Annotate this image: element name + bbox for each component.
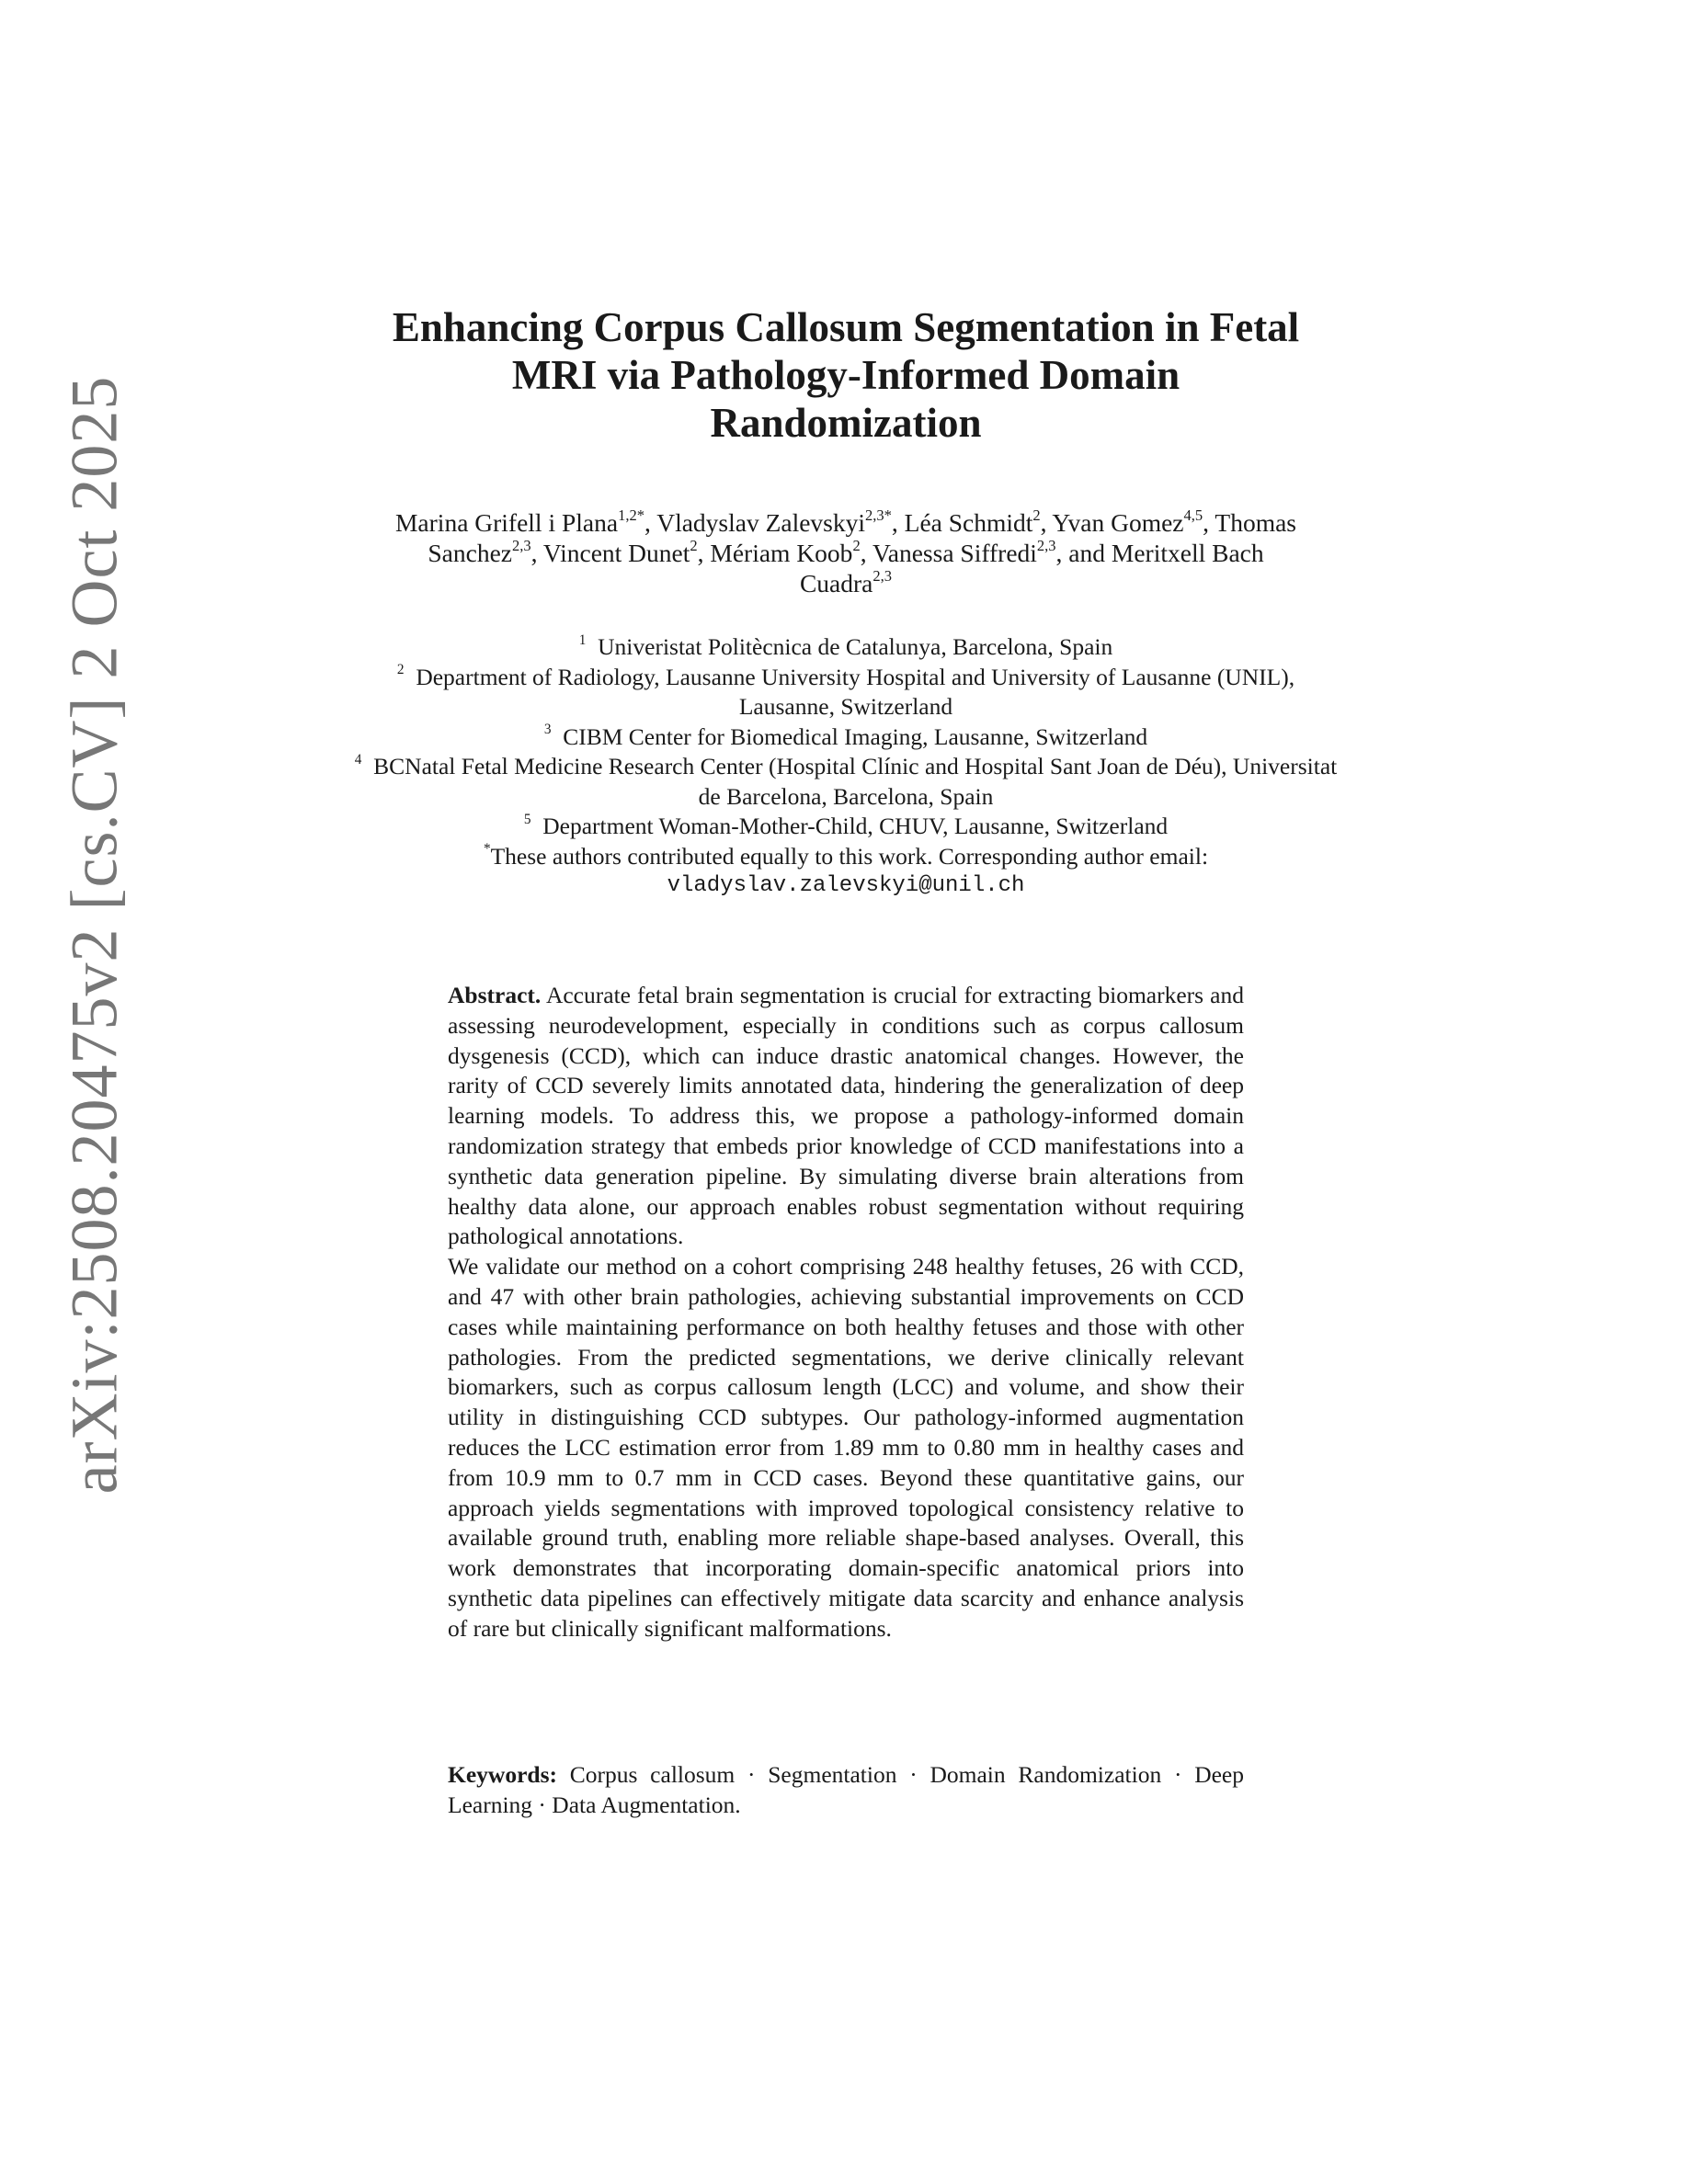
arxiv-identifier: arXiv:2508.20475v2 [cs.CV] 2 Oct 2025 xyxy=(57,375,131,1495)
affiliation-number: 5 xyxy=(523,811,531,827)
affiliation-number: 3 xyxy=(543,722,552,738)
affiliation-item xyxy=(349,812,1342,842)
affiliation-number: 1 xyxy=(578,631,587,648)
keywords xyxy=(448,1759,1244,1820)
author-name: Meritxell Bach Cuadra xyxy=(799,539,1264,597)
equal-contribution-note xyxy=(349,842,1342,872)
author-conjunction: and xyxy=(1068,539,1106,567)
abstract-paragraph xyxy=(448,981,1244,1252)
author-affil-mark: 4,5 xyxy=(1183,506,1203,525)
author-affil-mark: 1,2* xyxy=(618,506,644,525)
affiliation-text: BCNatal Fetal Medicine Research Center (Hospital Clínic and Hospital Sant Joan de Déu), Universitat de Barcelona, Barcelona, Spain xyxy=(373,753,1338,810)
author-name: Marina Grifell i Plana xyxy=(394,508,619,537)
abstract-text: Accurate fetal brain segmentation is crucial for extracting biomarkers and assessing neurodevelopment, especially in conditions such as corpus callosum dysgenesis (CCD), which can induce drastic anatomical changes. However, the rarity of CCD severely limits annotated data, hindering the generalization of deep learning models. To address this, we propose a pathology-informed domain randomization strategy that embeds prior knowledge of CCD manifestations into a synthetic data generation pipeline. By simulating diverse brain alterations from healthy data alone, our approach enables robust segmentation without requiring pathological annotations. xyxy=(448,982,1245,1250)
affiliation-number: 4 xyxy=(354,751,362,768)
corresponding-email[interactable]: vladyslav.zalevskyi@unil.ch xyxy=(667,873,1025,898)
keywords-text: Corpus callosum · Segmentation · Domain Randomization · Deep Learning · Data Augmentation. xyxy=(448,1761,1244,1818)
author-name: Thomas Sanchez xyxy=(428,508,1297,567)
affiliation-list xyxy=(349,632,1342,902)
author-affil-mark: 2 xyxy=(852,537,861,555)
affiliation-item xyxy=(349,752,1342,812)
author-affil-mark: 2 xyxy=(1032,506,1041,525)
keywords-label: Keywords: xyxy=(448,1761,557,1788)
author-name: Vanessa Siffredi xyxy=(872,539,1037,567)
abstract xyxy=(448,981,1244,1644)
author-name: Mériam Koob xyxy=(710,539,853,567)
author-list: Marina Grifell i Plana$^{1,2*}$, Vladyslav Zalevskyi$^{2,3*}$, Léa Schmidt$^2$, Yvan Gomez$^{4,5}$, Thomas Sanchez$^{2,3}$, Vincent Dunet$^2$, Mériam Koob$^2$, Vanessa Siffredi$^{2,3}$, and Meritxell Bach Cuadra$^{2,3}$ xyxy=(394,506,1297,597)
author-name: Vincent Dunet xyxy=(542,539,690,567)
author-affil-mark: 2,3 xyxy=(512,537,531,555)
affiliation-text: Univeristat Politècnica de Catalunya, Barcelona, Spain xyxy=(598,633,1113,660)
affiliation-text: CIBM Center for Biomedical Imaging, Lausanne, Switzerland xyxy=(563,722,1148,750)
affiliation-item xyxy=(349,632,1342,663)
author-name: Léa Schmidt xyxy=(904,508,1033,537)
author-name: Yvan Gomez xyxy=(1052,508,1184,537)
author-affil-mark: 2,3* xyxy=(865,506,892,525)
equal-contribution-mark: * xyxy=(483,841,491,858)
paper-title: Enhancing Corpus Callosum Segmentation in Fetal MRI via Pathology-Informed Domain Randomization xyxy=(392,304,1300,446)
affiliation-item xyxy=(349,722,1342,753)
affiliation-item xyxy=(349,663,1342,722)
equal-contribution-text: These authors contributed equally to this work. Corresponding author email: xyxy=(490,842,1209,870)
abstract-paragraph: We validate our method on a cohort comprising 248 healthy fetuses, 26 with CCD, and 47 with other brain pathologies, achieving substantial improvements on CCD cases while maintaining performance on both healthy fetuses and those with other pathologies. From the predicted segmentations, we derive clinically relevant biomarkers, such as corpus callosum length (LCC) and volume, and show their utility in distinguishing CCD subtypes. Our pathology-informed augmentation reduces the LCC estimation error from 1.89 mm to 0.80 mm in healthy cases and from 10.9 mm to 0.7 mm in CCD cases. Beyond these quantitative gains, our approach yields segmentations with improved topological consistency relative to available ground truth, enabling more reliable shape-based analyses. Overall, this work demonstrates that incorporating domain-specific anatomical priors into synthetic data pipelines can effectively mitigate data scarcity and enhance analysis of rare but clinically significant malformations. xyxy=(448,1253,1244,1642)
affiliation-text: Department of Radiology, Lausanne University Hospital and University of Lausanne (UNIL), Lausanne, Switzerland xyxy=(416,663,1295,720)
affiliation-number: 2 xyxy=(396,662,405,678)
affiliation-text: Department Woman-Mother-Child, CHUV, Lausanne, Switzerland xyxy=(542,813,1169,839)
author-affil-mark: 2 xyxy=(690,537,698,555)
author-name: Vladyslav Zalevskyi xyxy=(656,508,866,537)
abstract-label: Abstract. xyxy=(448,982,542,1008)
author-affil-mark: 2,3 xyxy=(1036,537,1056,555)
author-affil-mark: 2,3 xyxy=(873,567,893,586)
